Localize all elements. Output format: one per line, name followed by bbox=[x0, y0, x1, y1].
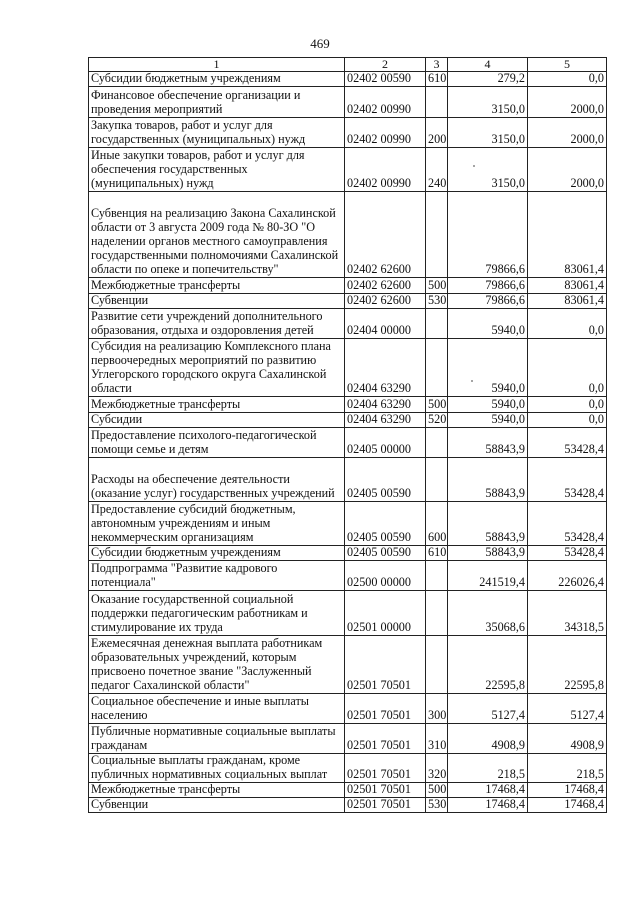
table-row bbox=[89, 560, 607, 590]
row-value-col4-cell: 58843,9 bbox=[448, 457, 528, 501]
table-row bbox=[89, 457, 607, 501]
row-type-cell: 240 bbox=[426, 147, 448, 191]
row-code-cell: 02402 00590 bbox=[345, 72, 426, 87]
row-value-col5-cell: 83061,4 bbox=[528, 277, 607, 293]
row-name-cell: Субвенция на реализацию Закона Сахалинской области от 3 августа 2009 года № 80-ЗО "О наделении органов местного самоуправления государственными полномочиями Сахалинской области по опеке и попечительству" bbox=[89, 191, 345, 277]
row-name-cell: Предоставление субсидий бюджетным, автономным учреждениям и иным некоммерческим организациям bbox=[89, 501, 345, 545]
row-type-cell: 500 bbox=[426, 782, 448, 797]
column-header-5: 5 bbox=[528, 58, 607, 72]
table-row bbox=[89, 590, 607, 635]
row-name-cell: Публичные нормативные социальные выплаты гражданам bbox=[89, 723, 345, 753]
row-value-col4-cell: 79866,6 bbox=[448, 191, 528, 277]
row-value-col5-cell: 2000,0 bbox=[528, 117, 607, 147]
row-value-col5-cell: 0,0 bbox=[528, 308, 607, 338]
row-name-cell: Социальные выплаты гражданам, кроме публичных нормативных социальных выплат bbox=[89, 753, 345, 782]
row-value-col5-cell: 2000,0 bbox=[528, 86, 607, 117]
row-value-col4-cell: 35068,6 bbox=[448, 590, 528, 635]
row-value-col4-cell: 58843,9 bbox=[448, 427, 528, 457]
budget-table bbox=[88, 57, 607, 813]
row-name-cell: Ежемесячная денежная выплата работникам образовательных учреждений, которым присвоено почетное звание "Заслуженный педагог Сахалинской области" bbox=[89, 635, 345, 693]
table-row bbox=[89, 396, 607, 412]
row-value-col4-cell: 218,5 bbox=[448, 753, 528, 782]
row-name-cell: Иные закупки товаров, работ и услуг для обеспечения государственных (муниципальных) нужд bbox=[89, 147, 345, 191]
row-value-col5-cell: 0,0 bbox=[528, 338, 607, 396]
row-type-cell bbox=[426, 427, 448, 457]
row-code-cell: 02402 00990 bbox=[345, 147, 426, 191]
row-value-col5-cell: 53428,4 bbox=[528, 545, 607, 560]
row-code-cell: 02501 70501 bbox=[345, 797, 426, 812]
row-code-cell: 02501 70501 bbox=[345, 753, 426, 782]
row-value-col4-cell: 5940,0 bbox=[448, 308, 528, 338]
row-type-cell: 200 bbox=[426, 117, 448, 147]
row-value-col5-cell: 53428,4 bbox=[528, 457, 607, 501]
row-code-cell: 02501 00000 bbox=[345, 590, 426, 635]
row-value-col5-cell: 53428,4 bbox=[528, 501, 607, 545]
row-type-cell bbox=[426, 308, 448, 338]
row-type-cell: 500 bbox=[426, 396, 448, 412]
row-type-cell: 610 bbox=[426, 545, 448, 560]
row-value-col4-cell: 241519,4 bbox=[448, 560, 528, 590]
row-name-cell: Развитие сети учреждений дополнительного образования, отдыха и оздоровления детей bbox=[89, 308, 345, 338]
row-name-cell: Финансовое обеспечение организации и проведения мероприятий bbox=[89, 86, 345, 117]
row-code-cell: 02501 70501 bbox=[345, 693, 426, 723]
row-value-col4-cell: 79866,6 bbox=[448, 277, 528, 293]
row-value-col4-cell: 17468,4 bbox=[448, 782, 528, 797]
table-row bbox=[89, 693, 607, 723]
row-value-col4-cell: 4908,9 bbox=[448, 723, 528, 753]
row-name-cell: Межбюджетные трансферты bbox=[89, 277, 345, 293]
row-value-col4-cell: 58843,9 bbox=[448, 501, 528, 545]
row-code-cell: 02402 62600 bbox=[345, 277, 426, 293]
row-value-col5-cell: 83061,4 bbox=[528, 191, 607, 277]
row-value-col4-cell: 22595,8 bbox=[448, 635, 528, 693]
table-row bbox=[89, 723, 607, 753]
row-value-col4-cell: 17468,4 bbox=[448, 797, 528, 812]
column-header-1: 1 bbox=[89, 58, 345, 72]
row-name-cell: Подпрограмма "Развитие кадрового потенциала" bbox=[89, 560, 345, 590]
row-value-col4-cell: 3150,0 bbox=[448, 147, 528, 191]
table-row bbox=[89, 412, 607, 427]
row-name-cell: Субсидия на реализацию Комплексного плана первоочередных мероприятий по развитию Углегорского городского округа Сахалинской области bbox=[89, 338, 345, 396]
row-name-cell: Субвенции bbox=[89, 797, 345, 812]
row-type-cell bbox=[426, 191, 448, 277]
row-name-cell: Межбюджетные трансферты bbox=[89, 396, 345, 412]
table-row bbox=[89, 86, 607, 117]
row-code-cell: 02501 70501 bbox=[345, 782, 426, 797]
row-code-cell: 02404 00000 bbox=[345, 308, 426, 338]
column-header-3: 3 bbox=[426, 58, 448, 72]
table-row bbox=[89, 308, 607, 338]
row-value-col5-cell: 0,0 bbox=[528, 396, 607, 412]
header-row bbox=[89, 58, 607, 72]
table-row bbox=[89, 147, 607, 191]
row-value-col5-cell: 5127,4 bbox=[528, 693, 607, 723]
row-type-cell: 320 bbox=[426, 753, 448, 782]
row-value-col5-cell: 22595,8 bbox=[528, 635, 607, 693]
row-value-col5-cell: 17468,4 bbox=[528, 797, 607, 812]
scan-dot bbox=[473, 165, 475, 167]
row-value-col4-cell: 5940,0 bbox=[448, 338, 528, 396]
row-type-cell: 600 bbox=[426, 501, 448, 545]
row-value-col4-cell: 5127,4 bbox=[448, 693, 528, 723]
row-name-cell: Расходы на обеспечение деятельности (оказание услуг) государственных учреждений bbox=[89, 457, 345, 501]
row-code-cell: 02402 62600 bbox=[345, 191, 426, 277]
row-type-cell: 500 bbox=[426, 277, 448, 293]
row-name-cell: Субсидии бюджетным учреждениям bbox=[89, 72, 345, 87]
row-type-cell bbox=[426, 457, 448, 501]
row-value-col4-cell: 58843,9 bbox=[448, 545, 528, 560]
row-code-cell: 02501 70501 bbox=[345, 635, 426, 693]
row-value-col5-cell: 4908,9 bbox=[528, 723, 607, 753]
row-code-cell: 02405 00590 bbox=[345, 545, 426, 560]
row-value-col4-cell: 279,2 bbox=[448, 72, 528, 87]
row-value-col5-cell: 53428,4 bbox=[528, 427, 607, 457]
row-type-cell bbox=[426, 86, 448, 117]
row-value-col5-cell: 2000,0 bbox=[528, 147, 607, 191]
row-value-col5-cell: 0,0 bbox=[528, 412, 607, 427]
column-header-2: 2 bbox=[345, 58, 426, 72]
row-type-cell bbox=[426, 635, 448, 693]
table-row bbox=[89, 782, 607, 797]
scan-dot bbox=[471, 380, 473, 382]
row-type-cell bbox=[426, 560, 448, 590]
row-value-col4-cell: 3150,0 bbox=[448, 86, 528, 117]
row-code-cell: 02402 00990 bbox=[345, 117, 426, 147]
row-value-col4-cell: 5940,0 bbox=[448, 412, 528, 427]
table-row bbox=[89, 501, 607, 545]
row-type-cell: 610 bbox=[426, 72, 448, 87]
row-code-cell: 02405 00590 bbox=[345, 457, 426, 501]
table-row bbox=[89, 545, 607, 560]
row-name-cell: Социальное обеспечение и иные выплаты населению bbox=[89, 693, 345, 723]
table-body bbox=[89, 72, 607, 813]
column-header-4: 4 bbox=[448, 58, 528, 72]
row-name-cell: Оказание государственной социальной поддержки педагогическим работникам и стимулирование их труда bbox=[89, 590, 345, 635]
row-name-cell: Субсидии bbox=[89, 412, 345, 427]
row-type-cell: 300 bbox=[426, 693, 448, 723]
row-name-cell: Предоставление психолого-педагогической помощи семье и детям bbox=[89, 427, 345, 457]
row-value-col5-cell: 34318,5 bbox=[528, 590, 607, 635]
row-value-col4-cell: 79866,6 bbox=[448, 293, 528, 308]
row-value-col5-cell: 17468,4 bbox=[528, 782, 607, 797]
row-code-cell: 02405 00590 bbox=[345, 501, 426, 545]
table-row bbox=[89, 338, 607, 396]
row-code-cell: 02404 63290 bbox=[345, 338, 426, 396]
row-code-cell: 02402 62600 bbox=[345, 293, 426, 308]
row-type-cell bbox=[426, 338, 448, 396]
table-row bbox=[89, 753, 607, 782]
row-name-cell: Межбюджетные трансферты bbox=[89, 782, 345, 797]
table-row bbox=[89, 277, 607, 293]
row-value-col4-cell: 3150,0 bbox=[448, 117, 528, 147]
row-code-cell: 02501 70501 bbox=[345, 723, 426, 753]
row-code-cell: 02405 00000 bbox=[345, 427, 426, 457]
row-type-cell bbox=[426, 590, 448, 635]
row-type-cell: 530 bbox=[426, 293, 448, 308]
row-value-col5-cell: 218,5 bbox=[528, 753, 607, 782]
row-value-col4-cell: 5940,0 bbox=[448, 396, 528, 412]
table-row bbox=[89, 797, 607, 812]
row-name-cell: Субсидии бюджетным учреждениям bbox=[89, 545, 345, 560]
table-row bbox=[89, 427, 607, 457]
row-name-cell: Субвенции bbox=[89, 293, 345, 308]
table-row bbox=[89, 191, 607, 277]
row-code-cell: 02404 63290 bbox=[345, 412, 426, 427]
table-row bbox=[89, 635, 607, 693]
row-type-cell: 310 bbox=[426, 723, 448, 753]
table-row bbox=[89, 72, 607, 87]
page-number: 469 bbox=[310, 36, 330, 51]
table-row bbox=[89, 117, 607, 147]
row-value-col5-cell: 0,0 bbox=[528, 72, 607, 87]
row-value-col5-cell: 226026,4 bbox=[528, 560, 607, 590]
row-code-cell: 02402 00990 bbox=[345, 86, 426, 117]
row-value-col5-cell: 83061,4 bbox=[528, 293, 607, 308]
row-name-cell: Закупка товаров, работ и услуг для государственных (муниципальных) нужд bbox=[89, 117, 345, 147]
table-row bbox=[89, 293, 607, 308]
row-code-cell: 02500 00000 bbox=[345, 560, 426, 590]
row-code-cell: 02404 63290 bbox=[345, 396, 426, 412]
row-type-cell: 530 bbox=[426, 797, 448, 812]
row-type-cell: 520 bbox=[426, 412, 448, 427]
